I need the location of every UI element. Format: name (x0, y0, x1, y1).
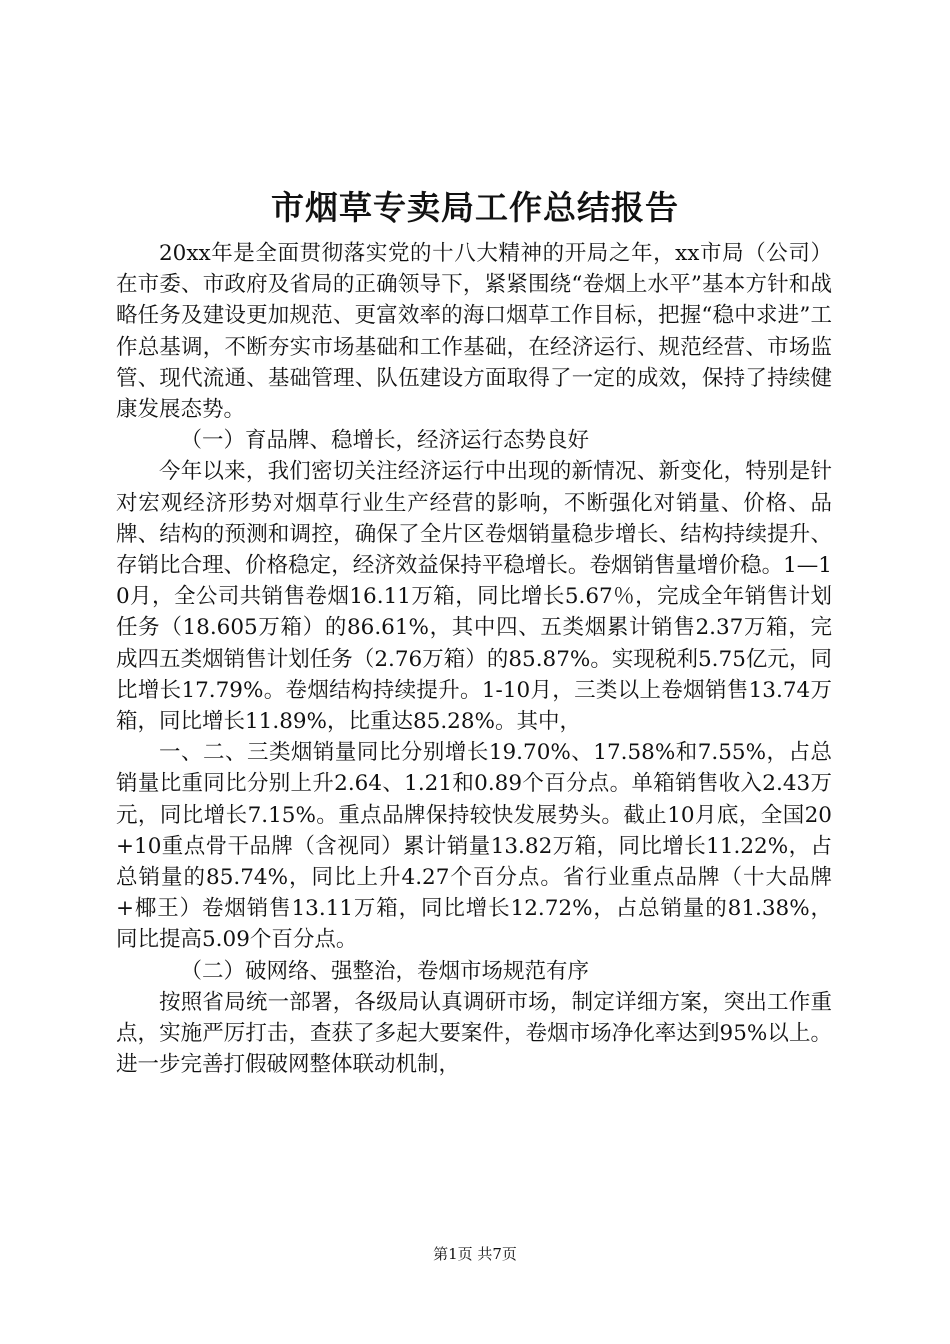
section-heading-1: （一）育品牌、稳增长，经济运行态势良好 (180, 428, 590, 454)
document-body (116, 238, 832, 1080)
page-number-footer: 第1页 共7页 (433, 1245, 517, 1263)
paragraph-intro: 20xx年是全面贯彻落实党的十八大精神的开局之年，xx市局（公司）在市委、市政府及省局的正确领导下，紧紧围绕“卷烟上水平”基本方针和战略任务及建设更加规范、更富效率的海口烟草工作目标，把握“稳中求进”工作总基调，不断夯实市场基础和工作基础，在经济运行、规范经营、市场监管、现代流通、基础管理、队伍建设方面取得了一定的成效，保持了持续健康发展态势。 (116, 241, 832, 423)
document-title: 市烟草专卖局工作总结报告 (271, 188, 679, 227)
paragraph-economy: 今年以来，我们密切关注经济运行中出现的新情况、新变化，特别是针对宏观经济形势对烟草行业生产经营的影响，不断强化对销量、价格、品牌、结构的预测和调控，确保了全片区卷烟销量稳步增长、结构持续提升、存销比合理、价格稳定，经济效益保持平稳增长。卷烟销售量增价稳。1—10月，全公司共销售卷烟16.11万箱，同比增长5.67％，完成全年销售计划任务（18.605万箱）的86.61%，其中四、五类烟累计销售2.37万箱，完成四五类烟销售计划任务（2.76万箱）的85.87%。实现税利5.75亿元，同比增长17.79%。卷烟结构持续提升。1-10月，三类以上卷烟销售13.74万箱，同比增长11.89%，比重达85.28%。其中， (116, 459, 832, 735)
paragraph-brands: 一、二、三类烟销量同比分别增长19.70%、17.58%和7.55%，占总销量比重同比分别上升2.64、1.21和0.89个百分点。单箱销售收入2.43万元，同比增长7.15%。重点品牌保持较快发展势头。截止10月底，全国20+10重点骨干品牌（含视同）累计销量13.82万箱，同比增长11.22%，占总销量的85.74%，同比上升4.27个百分点。省行业重点品牌（十大品牌+椰王）卷烟销售13.11万箱，同比增长12.72%，占总销量的81.38%，同比提高5.09个百分点。 (116, 740, 832, 953)
paragraph-market: 按照省局统一部署，各级局认真调研市场，制定详细方案，突出工作重点，实施严厉打击，查获了多起大要案件，卷烟市场净化率达到95%以上。进一步完善打假破网整体联动机制， (116, 989, 832, 1078)
section-heading-2: （二）破网络、强整治，卷烟市场规范有序 (180, 958, 590, 984)
